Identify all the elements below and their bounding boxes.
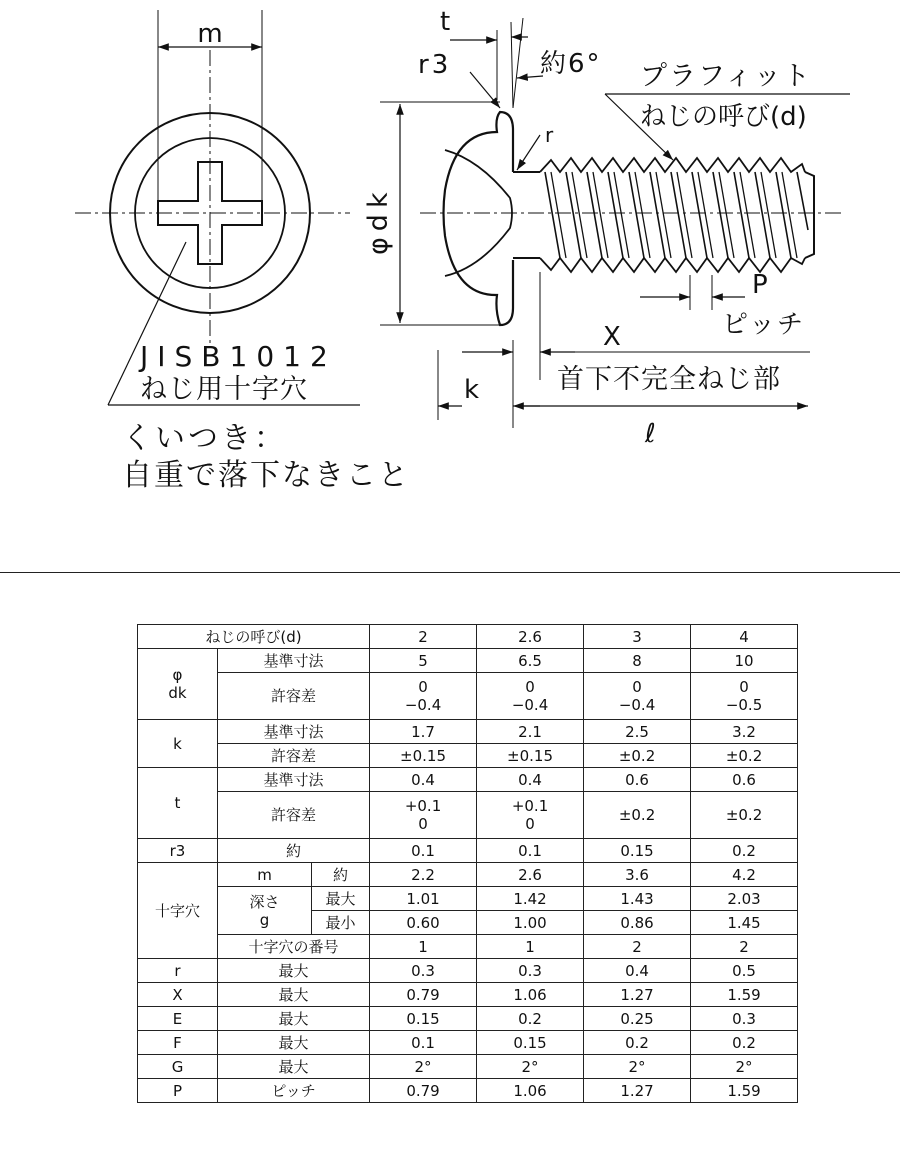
- incomplete-thread-label: 首下不完全ねじ部: [557, 364, 781, 395]
- row-label: P: [138, 1079, 218, 1103]
- dim-r3-label: r3: [418, 50, 452, 80]
- cell: 0.25: [584, 1007, 691, 1031]
- cell: 10: [691, 649, 798, 673]
- cell: 0 −0.4: [477, 673, 584, 720]
- cell: 1.01: [370, 887, 477, 911]
- phi-symbol: φ: [172, 666, 183, 684]
- row-label-dk: [138, 649, 218, 720]
- cell: 5: [370, 649, 477, 673]
- sub-label: 最小: [312, 911, 370, 935]
- cell: 0.2: [691, 839, 798, 863]
- table-row: [138, 887, 798, 911]
- cross-recess-label: ねじ用十字穴: [140, 374, 308, 405]
- sub-label: 基準寸法: [218, 720, 370, 744]
- table-row: [138, 863, 798, 887]
- cell: ±0.15: [370, 744, 477, 768]
- cell: 1.45: [691, 911, 798, 935]
- cell: 1.27: [584, 1079, 691, 1103]
- table-row: [138, 1007, 798, 1031]
- cell: 2.1: [477, 720, 584, 744]
- table-row: [138, 935, 798, 959]
- cell: 0.5: [691, 959, 798, 983]
- sub-label: 約: [312, 863, 370, 887]
- table-row: [138, 768, 798, 792]
- sub-label: 許容差: [218, 744, 370, 768]
- cell: 0 −0.5: [691, 673, 798, 720]
- cell: 0.6: [691, 768, 798, 792]
- row-label: r: [138, 959, 218, 983]
- screw-technical-drawing: [0, 0, 900, 560]
- cell: 6.5: [477, 649, 584, 673]
- cell: 0.1: [370, 839, 477, 863]
- cell: 8: [584, 649, 691, 673]
- cell: 3.6: [584, 863, 691, 887]
- sub-label: 最大: [218, 1055, 370, 1079]
- table-row: [138, 673, 798, 720]
- sub-label: 最大: [218, 983, 370, 1007]
- cell: 3.2: [691, 720, 798, 744]
- cell: 1.59: [691, 983, 798, 1007]
- pitch-label: ピッチ: [722, 310, 805, 340]
- cell: 2.03: [691, 887, 798, 911]
- dim-r-label: r: [545, 123, 554, 147]
- cell: 1.27: [584, 983, 691, 1007]
- sub-label: 基準寸法: [218, 649, 370, 673]
- cell: 2°: [584, 1055, 691, 1079]
- cell: 2°: [477, 1055, 584, 1079]
- note-line-1: くいつき：: [122, 421, 287, 456]
- dim-t-label: t: [440, 7, 451, 37]
- row-label: X: [138, 983, 218, 1007]
- cell: 2: [584, 935, 691, 959]
- row-label-r3: r3: [138, 839, 218, 863]
- dim-p-label: P: [752, 270, 768, 300]
- size-col-4: 4: [691, 625, 798, 649]
- cell: 0.15: [370, 1007, 477, 1031]
- cell: 1.06: [477, 983, 584, 1007]
- cell: 0.15: [477, 1031, 584, 1055]
- sub-label: 最大: [218, 1007, 370, 1031]
- row-label-cross: 十字穴: [138, 863, 218, 959]
- sub-label: 許容差: [218, 673, 370, 720]
- dim-k-label: k: [464, 375, 480, 405]
- cell: 1.42: [477, 887, 584, 911]
- sub-label: 最大: [218, 959, 370, 983]
- cell: ±0.2: [584, 792, 691, 839]
- cell: 0.2: [477, 1007, 584, 1031]
- table-row: [138, 792, 798, 839]
- cell: 0.2: [584, 1031, 691, 1055]
- dim-m-label: m: [197, 19, 223, 49]
- sub-label: 深さ g: [218, 887, 312, 935]
- cell: 2.6: [477, 863, 584, 887]
- cell: 0.2: [691, 1031, 798, 1055]
- note-line-2: 自重で落下なきこと: [122, 458, 410, 493]
- cell: 0.60: [370, 911, 477, 935]
- table-row: [138, 1055, 798, 1079]
- sub-label: m: [218, 863, 312, 887]
- size-col-2: 2.6: [477, 625, 584, 649]
- section-divider: [0, 572, 900, 573]
- row-label: F: [138, 1031, 218, 1055]
- sub-label: ピッチ: [218, 1079, 370, 1103]
- cell: 2.5: [584, 720, 691, 744]
- cell: 4.2: [691, 863, 798, 887]
- row-label-t: t: [138, 768, 218, 839]
- dim-dk-label: φdk: [363, 186, 394, 255]
- cell: 2°: [691, 1055, 798, 1079]
- cell: 0.1: [477, 839, 584, 863]
- size-col-1: 2: [370, 625, 477, 649]
- cell: 0.79: [370, 1079, 477, 1103]
- jis-label: JISB1012: [140, 340, 337, 373]
- table-row: [138, 983, 798, 1007]
- cell: 1.43: [584, 887, 691, 911]
- table-row: [138, 744, 798, 768]
- plafit-label: プラフィット: [640, 61, 812, 92]
- cell: 2: [691, 935, 798, 959]
- table-row: [138, 959, 798, 983]
- cell: 0.4: [370, 768, 477, 792]
- cell: 1.59: [691, 1079, 798, 1103]
- cell: ±0.15: [477, 744, 584, 768]
- header-label: ねじの呼び(d): [138, 625, 370, 649]
- sub-label: 十字穴の番号: [218, 935, 370, 959]
- row-label: G: [138, 1055, 218, 1079]
- table-header-row: [138, 625, 798, 649]
- cell: ±0.2: [691, 792, 798, 839]
- cell: 1.06: [477, 1079, 584, 1103]
- sub-label: 最大: [218, 1031, 370, 1055]
- cell: 0.79: [370, 983, 477, 1007]
- cell: 0.86: [584, 911, 691, 935]
- dk-symbol: dk: [168, 684, 187, 702]
- nominal-label: ねじの呼び(d): [640, 102, 807, 132]
- cell: 0.15: [584, 839, 691, 863]
- cell: +0.1 0: [477, 792, 584, 839]
- sub-label: 許容差: [218, 792, 370, 839]
- dim-x-label: X: [603, 322, 621, 352]
- table-row: [138, 649, 798, 673]
- row-label-k: k: [138, 720, 218, 768]
- cell: ±0.2: [691, 744, 798, 768]
- cell: 1: [477, 935, 584, 959]
- cell: 0.4: [477, 768, 584, 792]
- cell: 0.3: [691, 1007, 798, 1031]
- cell: 1.7: [370, 720, 477, 744]
- cell: 0.3: [477, 959, 584, 983]
- cell: ±0.2: [584, 744, 691, 768]
- cell: 1.00: [477, 911, 584, 935]
- dimension-table: [137, 624, 798, 1103]
- table-row: [138, 839, 798, 863]
- row-label: E: [138, 1007, 218, 1031]
- angle-label: 約6°: [540, 49, 602, 79]
- cell: 2°: [370, 1055, 477, 1079]
- table-row: [138, 1079, 798, 1103]
- sub-label: 最大: [312, 887, 370, 911]
- cell: 0.4: [584, 959, 691, 983]
- cell: 0.6: [584, 768, 691, 792]
- cell: 0.1: [370, 1031, 477, 1055]
- sub-label: 基準寸法: [218, 768, 370, 792]
- sub-label: 約: [218, 839, 370, 863]
- cell: +0.1 0: [370, 792, 477, 839]
- table-row: [138, 1031, 798, 1055]
- cell: 0 −0.4: [584, 673, 691, 720]
- size-col-3: 3: [584, 625, 691, 649]
- dim-length-label: ℓ: [645, 419, 656, 449]
- cell: 2.2: [370, 863, 477, 887]
- cell: 0 −0.4: [370, 673, 477, 720]
- cell: 1: [370, 935, 477, 959]
- table-row: [138, 720, 798, 744]
- cell: 0.3: [370, 959, 477, 983]
